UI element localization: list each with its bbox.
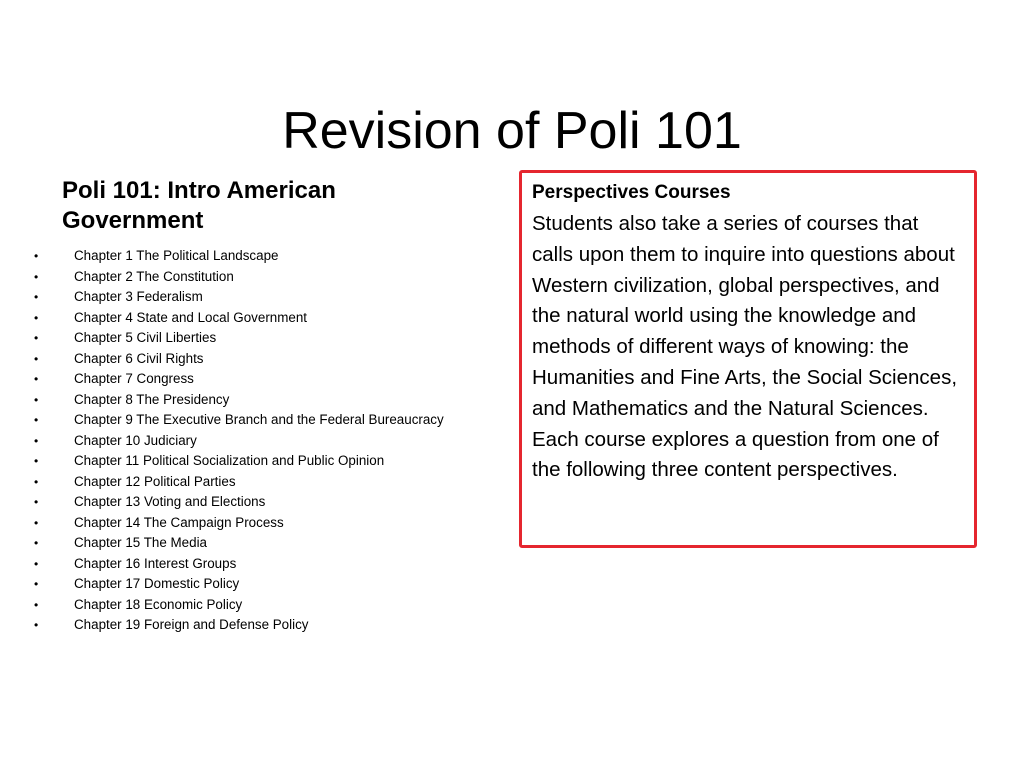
chapter-label: Chapter 5 Civil Liberties [74, 330, 217, 345]
bullet-icon: • [34, 495, 39, 509]
list-item [34, 349, 514, 370]
chapter-label: Chapter 14 The Campaign Process [74, 514, 284, 530]
list-item [34, 246, 514, 267]
chapter-label: Chapter 19 Foreign and Defense Policy [74, 617, 309, 632]
bullet-icon: • [34, 392, 39, 407]
bullet-icon: • [34, 536, 39, 550]
list-item [34, 472, 514, 493]
chapter-label: Chapter 11 Political Socialization and Public Opinion [74, 453, 385, 468]
chapter-label: Chapter 4 State and Local Government [74, 309, 307, 325]
list-item [34, 533, 514, 554]
chapter-label: Chapter 7 Congress [74, 371, 194, 386]
chapter-list [34, 246, 514, 636]
bullet-icon: • [34, 331, 39, 345]
list-item [34, 574, 514, 595]
perspectives-box [519, 170, 977, 548]
chapter-label: Chapter 8 The Presidency [74, 391, 230, 407]
bullet-icon: • [34, 249, 39, 263]
bullet-icon: • [34, 577, 39, 591]
bullet-icon: • [34, 556, 39, 571]
bullet-icon: • [34, 597, 39, 612]
list-item [34, 451, 514, 472]
list-item [34, 595, 514, 616]
chapter-label: Chapter 6 Civil Rights [74, 350, 204, 366]
bullet-icon: • [34, 351, 39, 366]
bullet-icon: • [34, 269, 39, 284]
list-item [34, 615, 514, 636]
list-item [34, 390, 514, 411]
chapter-label: Chapter 9 The Executive Branch and the Federal Bureaucracy [74, 412, 444, 427]
bullet-icon: • [34, 372, 39, 386]
slide-title: Revision of Poli 101 [282, 101, 742, 160]
bullet-icon: • [34, 515, 39, 530]
bullet-icon: • [34, 310, 39, 325]
list-item [34, 431, 514, 452]
list-item [34, 369, 514, 390]
chapter-label: Chapter 12 Political Parties [74, 473, 236, 489]
list-item [34, 308, 514, 329]
list-item [34, 513, 514, 534]
list-item [34, 554, 514, 575]
list-item [34, 492, 514, 513]
bullet-icon: • [34, 474, 39, 489]
chapter-label: Chapter 2 The Constitution [74, 268, 234, 284]
chapter-label: Chapter 1 The Political Landscape [74, 248, 279, 263]
list-item [34, 410, 514, 431]
chapter-label: Chapter 18 Economic Policy [74, 596, 243, 612]
chapter-label: Chapter 15 The Media [74, 535, 207, 550]
perspectives-heading: Perspectives Courses [532, 182, 731, 203]
chapter-label: Chapter 16 Interest Groups [74, 555, 237, 571]
bullet-icon: • [34, 618, 39, 632]
bullet-icon: • [34, 433, 39, 448]
list-item [34, 328, 514, 349]
bullet-icon: • [34, 454, 39, 468]
chapter-label: Chapter 3 Federalism [74, 289, 203, 304]
chapter-label: Chapter 13 Voting and Elections [74, 494, 266, 509]
list-item [34, 267, 514, 288]
list-item [34, 287, 514, 308]
bullet-icon: • [34, 290, 39, 304]
course-heading: Poli 101: Intro American Government [62, 177, 336, 234]
bullet-icon: • [34, 413, 39, 427]
chapter-label: Chapter 17 Domestic Policy [74, 576, 240, 591]
perspectives-body: Students also take a series of courses that calls upon them to inquire into questions about Western civilization, global perspectives, and the natural world using the knowledge and methods of different ways of knowing: the Humanities and Fine Arts, the Social Sciences, and Mathematics and the Natural Sciences. Each course explores a question from one of the following three content perspectives. [532, 212, 958, 482]
chapter-label: Chapter 10 Judiciary [74, 432, 197, 448]
